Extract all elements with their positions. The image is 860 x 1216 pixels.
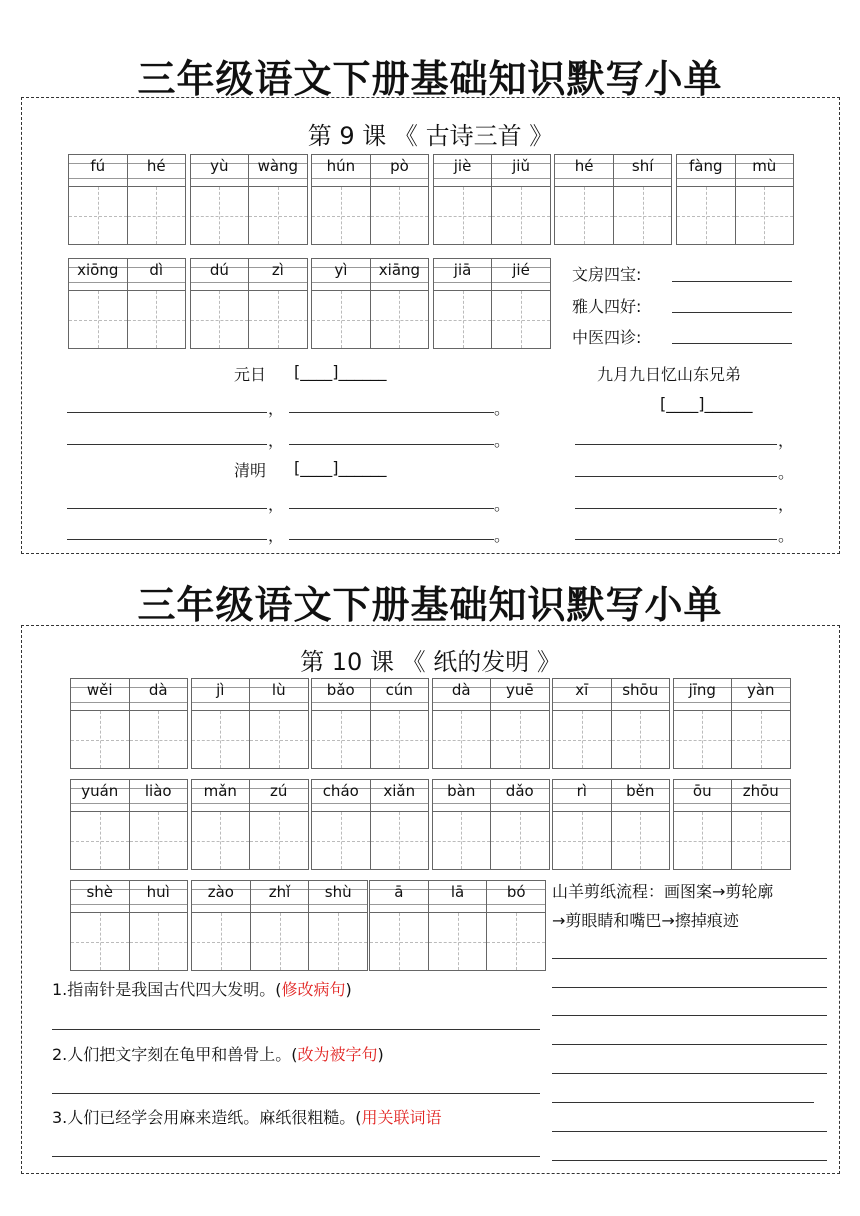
writing-cell[interactable]	[370, 812, 429, 869]
writing-cell[interactable]	[491, 291, 550, 348]
pinyin-row	[192, 780, 308, 812]
writing-cell[interactable]	[370, 913, 428, 970]
pinyin-label: shōu	[611, 679, 670, 710]
pinyin-label: wěi	[71, 679, 129, 710]
pinyin-grid-group	[369, 880, 546, 971]
writing-cell[interactable]	[127, 291, 186, 348]
pinyin-row	[71, 780, 187, 812]
character-cells	[192, 812, 308, 869]
character-cells	[312, 291, 428, 348]
process-text-2: →剪眼睛和嘴巴→擦掉痕迹	[552, 911, 739, 930]
pinyin-grid-group	[432, 779, 550, 870]
pinyin-label: hún	[312, 155, 370, 186]
pinyin-row	[71, 679, 187, 711]
pinyin-label: jiè	[434, 155, 492, 186]
writing-cell[interactable]	[127, 187, 186, 244]
pinyin-grid-group	[311, 779, 429, 870]
pinyin-label: huì	[129, 881, 188, 912]
writing-cell[interactable]	[674, 711, 732, 768]
writing-cell[interactable]	[674, 812, 732, 869]
pinyin-label: zì	[248, 259, 307, 290]
question-1-text: 1.指南针是我国古代四大发明。(	[52, 980, 282, 999]
answer-line[interactable]	[552, 1102, 814, 1103]
pinyin-grid-group	[68, 258, 186, 349]
answer-line[interactable]	[552, 1044, 827, 1045]
character-cells	[71, 711, 187, 768]
answer-line[interactable]	[552, 1160, 827, 1161]
writing-cell[interactable]	[553, 812, 611, 869]
pinyin-label: shí	[613, 155, 672, 186]
comma: ，	[778, 431, 795, 450]
fill-label-diagnosis: 中医四诊:	[572, 328, 642, 347]
character-cells	[433, 711, 549, 768]
pinyin-label: lā	[428, 881, 487, 912]
pinyin-label: fú	[69, 155, 127, 186]
question-1-close: )	[345, 980, 352, 999]
writing-cell[interactable]	[71, 711, 129, 768]
pinyin-label: xiāng	[370, 259, 429, 290]
character-cells	[674, 711, 790, 768]
pinyin-row	[71, 881, 187, 913]
writing-cell[interactable]	[192, 711, 250, 768]
writing-cell[interactable]	[69, 187, 127, 244]
period: 。	[778, 463, 795, 482]
pinyin-grid-group	[433, 258, 551, 349]
pinyin-grid-group	[432, 678, 550, 769]
pinyin-row	[674, 679, 790, 711]
pinyin-label: dà	[129, 679, 188, 710]
pinyin-label: dǎo	[490, 780, 549, 811]
writing-cell[interactable]	[249, 812, 308, 869]
pinyin-row	[553, 679, 669, 711]
poem-title-qingming: 清明	[234, 461, 267, 480]
character-cells	[312, 187, 428, 244]
question-3	[52, 1105, 442, 1128]
fill-label-hobbies: 雅人四好:	[572, 297, 642, 316]
pinyin-label: liào	[129, 780, 188, 811]
writing-cell[interactable]	[611, 711, 670, 768]
pinyin-label: jīng	[674, 679, 732, 710]
answer-line[interactable]	[289, 539, 494, 540]
answer-line[interactable]	[289, 508, 494, 509]
author-blank-jiuyue[interactable]: [____]______	[660, 394, 753, 413]
pinyin-row	[433, 679, 549, 711]
writing-cell[interactable]	[434, 291, 492, 348]
pinyin-label: dà	[433, 679, 491, 710]
pinyin-label: cún	[370, 679, 429, 710]
pinyin-label: yuán	[71, 780, 129, 811]
writing-cell[interactable]	[486, 913, 545, 970]
pinyin-grid-group	[673, 779, 791, 870]
pinyin-row	[191, 155, 307, 187]
writing-cell[interactable]	[129, 913, 188, 970]
poem-title-jiuyue: 九月九日忆山东兄弟	[597, 365, 742, 384]
pinyin-label: wàng	[248, 155, 307, 186]
writing-cell[interactable]	[428, 913, 487, 970]
answer-line[interactable]	[575, 539, 777, 540]
writing-cell[interactable]	[490, 711, 549, 768]
character-cells	[553, 812, 669, 869]
answer-line[interactable]	[575, 476, 777, 477]
pinyin-label: shù	[308, 881, 367, 912]
character-cells	[674, 812, 790, 869]
pinyin-row	[433, 780, 549, 812]
pinyin-label: dì	[127, 259, 186, 290]
pinyin-row	[192, 881, 367, 913]
answer-line[interactable]	[552, 1073, 827, 1074]
character-cells	[69, 291, 185, 348]
period: 。	[778, 526, 795, 545]
pinyin-grid-group	[433, 154, 551, 245]
pinyin-label: běn	[611, 780, 670, 811]
writing-cell[interactable]	[735, 187, 794, 244]
worksheet-9-box	[21, 97, 840, 554]
pinyin-label: xī	[553, 679, 611, 710]
writing-cell[interactable]	[249, 711, 308, 768]
writing-cell[interactable]	[433, 711, 491, 768]
character-cells	[191, 187, 307, 244]
answer-line[interactable]	[575, 444, 777, 445]
pinyin-row	[370, 881, 545, 913]
pinyin-label: yì	[312, 259, 370, 290]
writing-cell[interactable]	[370, 187, 429, 244]
pinyin-label: yàn	[731, 679, 790, 710]
pinyin-row	[312, 780, 428, 812]
writing-cell[interactable]	[433, 812, 491, 869]
writing-cell[interactable]	[192, 812, 250, 869]
answer-line-q2[interactable]	[52, 1093, 540, 1094]
pinyin-label: ā	[370, 881, 428, 912]
comma: ，	[778, 495, 795, 514]
pinyin-row	[677, 155, 793, 187]
fill-label-stationery: 文房四宝:	[572, 265, 642, 284]
writing-cell[interactable]	[248, 187, 307, 244]
pinyin-grid-group	[191, 880, 368, 971]
author-blank-yuanri[interactable]: [____]______	[294, 362, 387, 381]
question-1-hint: 修改病句	[281, 980, 346, 999]
writing-cell[interactable]	[192, 913, 250, 970]
comma: ，	[268, 495, 285, 514]
character-cells	[312, 711, 428, 768]
writing-cell[interactable]	[129, 812, 188, 869]
writing-cell[interactable]	[370, 711, 429, 768]
pinyin-label: zào	[192, 881, 250, 912]
pinyin-label: mù	[735, 155, 794, 186]
writing-cell[interactable]	[250, 913, 309, 970]
writing-cell[interactable]	[555, 187, 613, 244]
writing-cell[interactable]	[731, 711, 790, 768]
answer-line[interactable]	[289, 412, 494, 413]
pinyin-grid-group	[191, 779, 309, 870]
pinyin-label: xiōng	[69, 259, 127, 290]
character-cells	[191, 291, 307, 348]
pinyin-label: jiā	[434, 259, 492, 290]
pinyin-label: hé	[555, 155, 613, 186]
process-text-1: 山羊剪纸流程：画图案→剪轮廓	[552, 882, 774, 901]
pinyin-row	[69, 155, 185, 187]
character-cells	[192, 913, 367, 970]
character-cells	[71, 812, 187, 869]
character-cells	[71, 913, 187, 970]
poem-title-yuanri: 元日	[234, 365, 267, 384]
question-2-text: 2.人们把文字刻在龟甲和兽骨上。(	[52, 1045, 298, 1064]
writing-cell[interactable]	[731, 812, 790, 869]
pinyin-grid-group	[70, 880, 188, 971]
writing-cell[interactable]	[677, 187, 735, 244]
writing-cell[interactable]	[611, 812, 670, 869]
pinyin-row	[191, 259, 307, 291]
answer-line[interactable]	[552, 1015, 827, 1016]
writing-cell[interactable]	[191, 187, 249, 244]
period: 。	[494, 431, 511, 450]
character-cells	[677, 187, 793, 244]
writing-cell[interactable]	[553, 711, 611, 768]
character-cells	[555, 187, 671, 244]
character-cells	[69, 187, 185, 244]
pinyin-label: pò	[370, 155, 429, 186]
pinyin-grid-group	[68, 154, 186, 245]
writing-cell[interactable]	[312, 187, 370, 244]
writing-cell[interactable]	[434, 187, 492, 244]
pinyin-grid-group	[552, 779, 670, 870]
answer-line[interactable]	[67, 412, 267, 413]
pinyin-label: hé	[127, 155, 186, 186]
writing-cell[interactable]	[490, 812, 549, 869]
pinyin-label: dú	[191, 259, 249, 290]
question-2-hint: 改为被字句	[297, 1045, 378, 1064]
writing-cell[interactable]	[69, 291, 127, 348]
worksheet-10-box	[21, 625, 840, 1174]
answer-line[interactable]	[552, 987, 827, 988]
fill-line-hobbies[interactable]	[672, 312, 792, 313]
pinyin-label: jì	[192, 679, 250, 710]
answer-line[interactable]	[67, 444, 267, 445]
answer-line[interactable]	[552, 958, 827, 959]
character-cells	[434, 187, 550, 244]
answer-line-q3[interactable]	[52, 1156, 540, 1157]
pinyin-grid-group	[673, 678, 791, 769]
comma: ，	[268, 399, 285, 418]
pinyin-label: jié	[491, 259, 550, 290]
pinyin-label: bó	[486, 881, 545, 912]
worksheet-title: 三年级语文下册基础知识默写小单	[137, 582, 723, 627]
pinyin-row	[69, 259, 185, 291]
pinyin-grid-group	[311, 678, 429, 769]
pinyin-label: xiǎn	[370, 780, 429, 811]
period: 。	[494, 399, 511, 418]
writing-cell[interactable]	[248, 291, 307, 348]
pinyin-grid-group	[676, 154, 794, 245]
character-cells	[312, 812, 428, 869]
question-2	[52, 1042, 384, 1065]
writing-cell[interactable]	[129, 711, 188, 768]
writing-cell[interactable]	[312, 711, 370, 768]
comma: ，	[268, 526, 285, 545]
question-2-close: )	[377, 1045, 384, 1064]
pinyin-row	[434, 155, 550, 187]
pinyin-label: mǎn	[192, 780, 250, 811]
comma: ，	[268, 431, 285, 450]
question-3-text: 3.人们已经学会用麻来造纸。麻纸很粗糙。(	[52, 1108, 362, 1127]
lesson-title: 第 10 课 《 纸的发明 》	[300, 648, 561, 676]
writing-cell[interactable]	[613, 187, 672, 244]
pinyin-grid-group	[552, 678, 670, 769]
pinyin-row	[553, 780, 669, 812]
writing-cell[interactable]	[308, 913, 367, 970]
pinyin-label: yuē	[490, 679, 549, 710]
answer-line[interactable]	[552, 1131, 827, 1132]
lesson-title: 第 9 课 《 古诗三首 》	[307, 122, 554, 150]
pinyin-grid-group	[311, 154, 429, 245]
answer-line[interactable]	[67, 539, 267, 540]
writing-cell[interactable]	[312, 291, 370, 348]
pinyin-row	[555, 155, 671, 187]
pinyin-grid-group	[70, 779, 188, 870]
fill-line-diagnosis[interactable]	[672, 343, 792, 344]
pinyin-row	[192, 679, 308, 711]
pinyin-label: cháo	[312, 780, 370, 811]
pinyin-label: zú	[249, 780, 308, 811]
pinyin-grid-group	[554, 154, 672, 245]
answer-line[interactable]	[67, 508, 267, 509]
writing-cell[interactable]	[312, 812, 370, 869]
pinyin-label: rì	[553, 780, 611, 811]
pinyin-row	[312, 259, 428, 291]
pinyin-grid-group	[70, 678, 188, 769]
pinyin-grid-group	[190, 258, 308, 349]
period: 。	[494, 495, 511, 514]
author-blank-qingming[interactable]: [____]______	[294, 458, 387, 477]
writing-cell[interactable]	[71, 913, 129, 970]
pinyin-label: lù	[249, 679, 308, 710]
pinyin-label: shè	[71, 881, 129, 912]
pinyin-label: jiǔ	[491, 155, 550, 186]
character-cells	[433, 812, 549, 869]
question-3-hint: 用关联词语	[361, 1108, 442, 1127]
pinyin-label: bǎo	[312, 679, 370, 710]
character-cells	[192, 711, 308, 768]
pinyin-grid-group	[311, 258, 429, 349]
pinyin-label: fàng	[677, 155, 735, 186]
fill-line-stationery[interactable]	[672, 281, 792, 282]
worksheet-title: 三年级语文下册基础知识默写小单	[137, 56, 723, 101]
pinyin-label: bàn	[433, 780, 491, 811]
answer-line[interactable]	[575, 508, 777, 509]
pinyin-label: ōu	[674, 780, 732, 811]
pinyin-label: zhōu	[731, 780, 790, 811]
character-cells	[434, 291, 550, 348]
character-cells	[370, 913, 545, 970]
pinyin-row	[674, 780, 790, 812]
answer-line-q1[interactable]	[52, 1029, 540, 1030]
question-1	[52, 977, 352, 1000]
pinyin-row	[312, 679, 428, 711]
writing-cell[interactable]	[370, 291, 429, 348]
answer-line[interactable]	[289, 444, 494, 445]
pinyin-row	[434, 259, 550, 291]
pinyin-row	[312, 155, 428, 187]
pinyin-label: yù	[191, 155, 249, 186]
character-cells	[553, 711, 669, 768]
writing-cell[interactable]	[191, 291, 249, 348]
writing-cell[interactable]	[71, 812, 129, 869]
pinyin-grid-group	[191, 678, 309, 769]
writing-cell[interactable]	[491, 187, 550, 244]
period: 。	[494, 526, 511, 545]
pinyin-label: zhǐ	[250, 881, 309, 912]
pinyin-grid-group	[190, 154, 308, 245]
